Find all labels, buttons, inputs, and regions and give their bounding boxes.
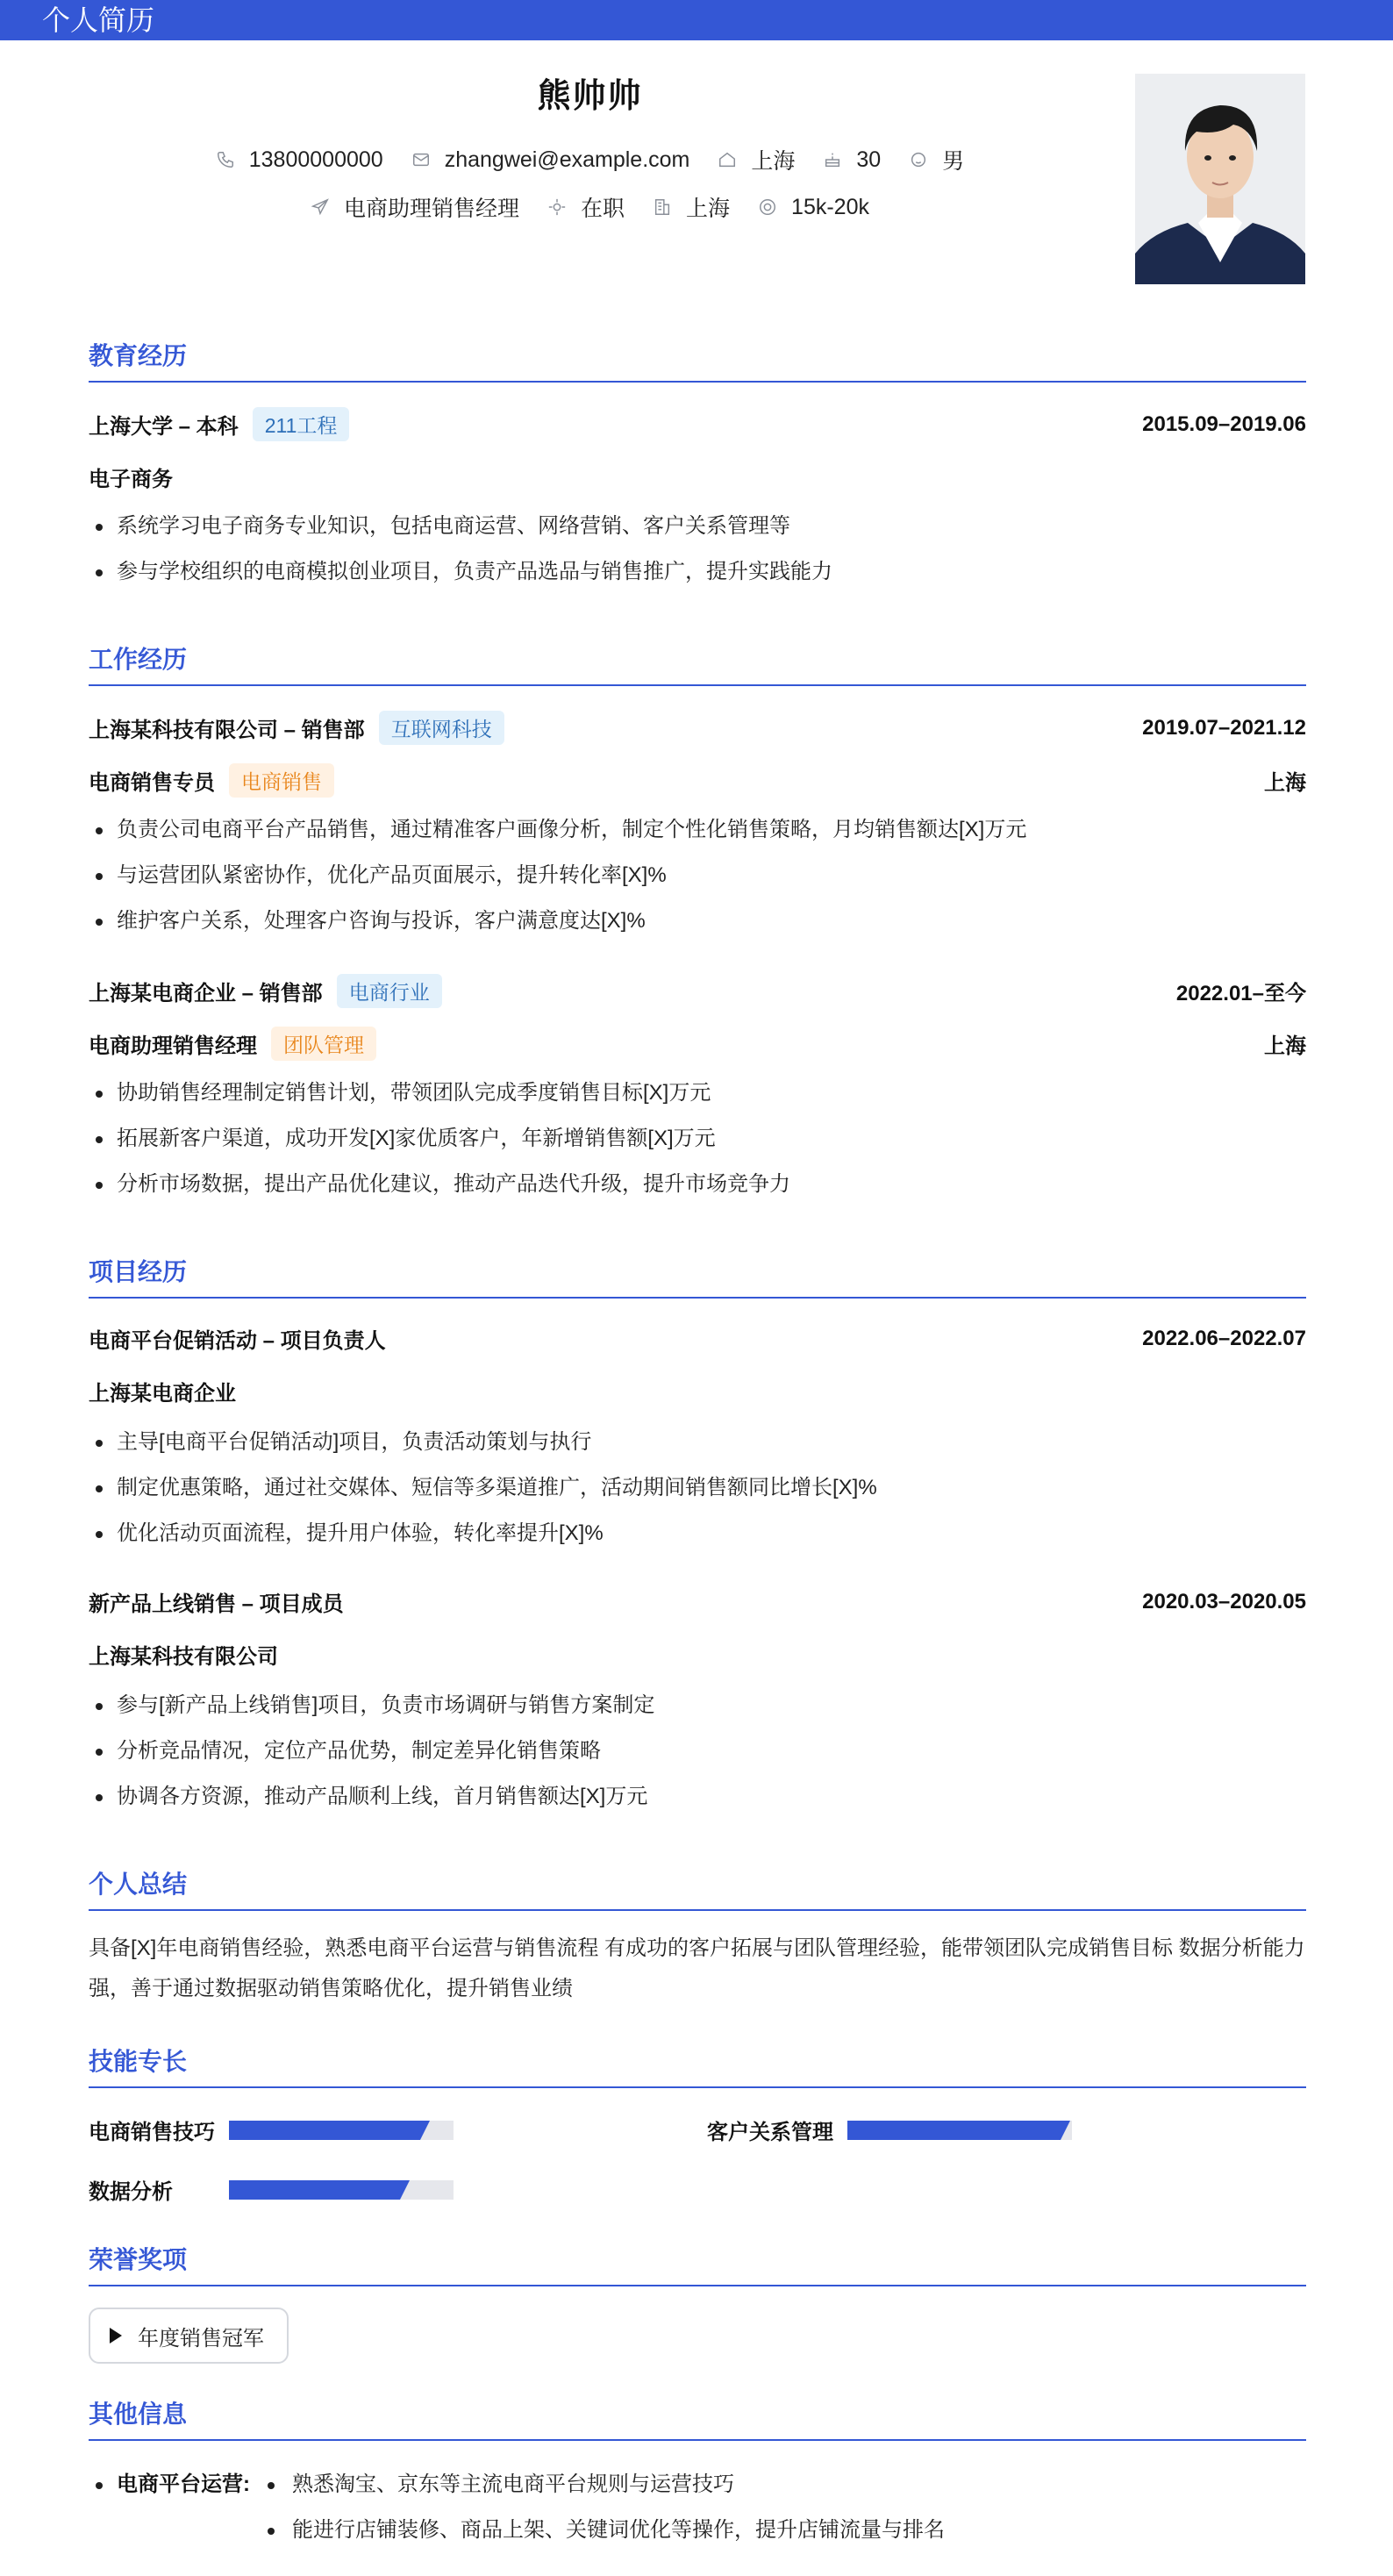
work-1-tag: 互联网科技 <box>379 711 504 745</box>
target-position-item <box>311 191 519 223</box>
skill-label: 客户关系管理 <box>707 2121 833 2144</box>
salary-value: 15k-20k <box>791 194 869 219</box>
list-item: 熟悉淘宝、京东等主流电商平台规则与运营技巧 <box>262 2462 945 2508</box>
list-item: 参与[新产品上线销售]项目，负责市场调研与销售方案制定 <box>89 1683 1306 1728</box>
target-city-item <box>653 191 730 223</box>
work-2-header <box>89 974 1306 1008</box>
list-item: 维护客户关系，处理客户咨询与投诉，客户满意度达[X]% <box>89 898 1306 944</box>
section-other-label: 其他信息 <box>89 2401 188 2428</box>
email-value: zhangwei@example.com <box>444 147 690 172</box>
project-1-name: 电商平台促销活动 – 项目负责人 <box>89 1329 386 1353</box>
other-info-row <box>89 2462 1306 2553</box>
list-item: 分析市场数据，提出产品优化建议，推动产品迭代升级，提升市场竞争力 <box>89 1162 1306 1207</box>
work-2-bullets <box>89 1070 1306 1207</box>
salary-item <box>758 195 869 220</box>
education-major: 电子商务 <box>89 468 173 491</box>
other-info-label: 电商平台运营: <box>89 2462 262 2553</box>
list-item: 与运营团队紧密协作，优化产品页面展示，提升转化率[X]% <box>89 853 1306 898</box>
section-summary-label: 个人总结 <box>89 1871 188 1898</box>
project-1-bullets <box>89 1420 1306 1556</box>
section-other-title <box>89 2395 1306 2441</box>
mail-icon <box>411 150 431 169</box>
skill-bar-fill <box>229 2180 400 2200</box>
section-work-title <box>89 640 1306 686</box>
work-1-period: 2019.07–2021.12 <box>1142 715 1306 740</box>
section-education-label: 教育经历 <box>89 342 188 369</box>
project-1-period: 2022.06–2022.07 <box>1142 1326 1306 1350</box>
job-intent-row <box>0 191 1180 223</box>
work-2-city: 上海 <box>1264 1034 1306 1058</box>
contact-row <box>0 144 1180 175</box>
school-tag: 211工程 <box>253 407 350 441</box>
project-2-name: 新产品上线销售 – 项目成员 <box>89 1592 344 1616</box>
skill-label: 数据分析 <box>89 2180 173 2204</box>
candidate-name: 熊帅帅 <box>537 78 643 115</box>
skill-item <box>89 2114 454 2145</box>
work-1-city: 上海 <box>1264 771 1306 795</box>
home-icon <box>718 150 737 169</box>
list-item: 能进行店铺装修、商品上架、关键词优化等操作，提升店铺流量与排名 <box>262 2508 945 2553</box>
summary-text: 具备[X]年电商销售经验，熟悉电商平台运营与销售流程 有成功的客户拓展与团队管理经验，能带领团队完成销售目标 数据分析能力强，善于通过数据驱动销售策略优化，提升销售业绩 <box>89 1936 1305 2000</box>
email-item <box>411 147 690 173</box>
cake-icon <box>823 150 842 169</box>
list-item: 参与学校组织的电商模拟创业项目，负责产品选品与销售推广，提升实践能力 <box>89 549 1306 595</box>
section-skills-label: 技能专长 <box>89 2048 188 2075</box>
education-major-row <box>89 462 1306 492</box>
list-item: 制定优惠策略，通过社交媒体、短信等多渠道推广，活动期间销售额同比增长[X]% <box>89 1465 1306 1511</box>
age-value: 30 <box>856 147 882 172</box>
section-skills-title <box>89 2043 1306 2088</box>
section-work-label: 工作经历 <box>89 646 188 673</box>
section-projects-title <box>89 1253 1306 1299</box>
top-bar <box>0 0 1393 40</box>
target-city-value: 上海 <box>686 197 731 221</box>
location-item <box>718 144 795 175</box>
section-summary-title <box>89 1865 1306 1911</box>
work-1-role-row <box>89 763 1306 798</box>
list-item: 拓展新客户渠道，成功开发[X]家优质客户，年新增销售额[X]万元 <box>89 1116 1306 1162</box>
project-2-header <box>89 1586 1306 1617</box>
target-position-value: 电商助理销售经理 <box>344 197 520 221</box>
status-icon <box>547 197 567 217</box>
education-bullets <box>89 504 1306 595</box>
building-icon <box>653 197 672 217</box>
salary-icon <box>758 197 777 217</box>
section-awards-title <box>89 2241 1306 2286</box>
phone-icon <box>216 150 235 169</box>
work-2-company: 上海某电商企业 – 销售部 <box>89 982 323 1005</box>
project-2-org-row <box>89 1639 1306 1670</box>
skill-bar-fill <box>229 2121 420 2140</box>
send-icon <box>311 197 330 217</box>
school-name: 上海大学 – 本科 <box>89 415 239 439</box>
award-label: 年度销售冠军 <box>138 2326 264 2351</box>
other-info-list <box>262 2462 945 2553</box>
project-2-org: 上海某科技有限公司 <box>89 1645 278 1669</box>
project-2-bullets <box>89 1683 1306 1820</box>
section-projects-label: 项目经历 <box>89 1258 188 1285</box>
work-2-role-row <box>89 1027 1306 1061</box>
work-1-company: 上海某科技有限公司 – 销售部 <box>89 719 365 742</box>
gender-icon <box>909 150 928 169</box>
list-item: 分析竞品情况，定位产品优势，制定差异化销售策略 <box>89 1728 1306 1774</box>
list-item: 协调各方资源，推动产品顺利上线，首月销售额达[X]万元 <box>89 1774 1306 1820</box>
skill-item <box>707 2114 1072 2145</box>
skill-bar-fill <box>847 2121 1061 2140</box>
gender-value: 男 <box>942 149 965 174</box>
skill-bar <box>229 2180 454 2200</box>
list-item: 负责公司电商平台产品销售，通过精准客户画像分析，制定个性化销售策略，月均销售额达[X]万元 <box>89 807 1306 853</box>
education-header <box>89 407 1306 441</box>
work-1-bullets <box>89 807 1306 944</box>
status-item <box>547 191 625 223</box>
skill-bar <box>847 2121 1072 2140</box>
work-2-tag: 电商行业 <box>337 974 442 1008</box>
section-awards-label: 荣誉奖项 <box>89 2246 188 2273</box>
project-1-org-row <box>89 1376 1306 1406</box>
work-2-role: 电商助理销售经理 <box>89 1034 257 1058</box>
skill-item <box>89 2174 454 2205</box>
gender-item <box>909 144 964 175</box>
work-1-header <box>89 711 1306 745</box>
list-item: 优化活动页面流程，提升用户体验，转化率提升[X]% <box>89 1511 1306 1556</box>
age-item <box>823 147 881 173</box>
phone-value: 13800000000 <box>248 147 383 172</box>
work-1-role-tag: 电商销售 <box>229 763 334 798</box>
list-item: 协助销售经理制定销售计划，带领团队完成季度销售目标[X]万元 <box>89 1070 1306 1116</box>
play-icon <box>110 2328 122 2343</box>
education-period: 2015.09–2019.06 <box>1142 411 1306 436</box>
work-2-role-tag: 团队管理 <box>271 1027 376 1061</box>
work-2-period: 2022.01–至今 <box>1175 982 1306 1005</box>
section-education-title <box>89 337 1306 383</box>
location-value: 上海 <box>751 149 796 174</box>
skill-bar <box>229 2121 454 2140</box>
page-header-title: 个人简历 <box>42 4 155 36</box>
profile-photo <box>1135 74 1305 284</box>
status-value: 在职 <box>581 197 625 221</box>
other-info <box>89 2462 1306 2553</box>
work-1-role: 电商销售专员 <box>89 771 215 795</box>
phone-item <box>216 147 383 173</box>
project-1-header <box>89 1323 1306 1354</box>
skill-label: 电商销售技巧 <box>89 2121 215 2144</box>
award-badge[interactable] <box>89 2308 289 2364</box>
list-item: 系统学习电子商务专业知识，包括电商运营、网络营销、客户关系管理等 <box>89 504 1306 549</box>
project-2-period: 2020.03–2020.05 <box>1142 1589 1306 1614</box>
list-item: 主导[电商平台促销活动]项目，负责活动策划与执行 <box>89 1420 1306 1465</box>
project-1-org: 上海某电商企业 <box>89 1382 236 1406</box>
